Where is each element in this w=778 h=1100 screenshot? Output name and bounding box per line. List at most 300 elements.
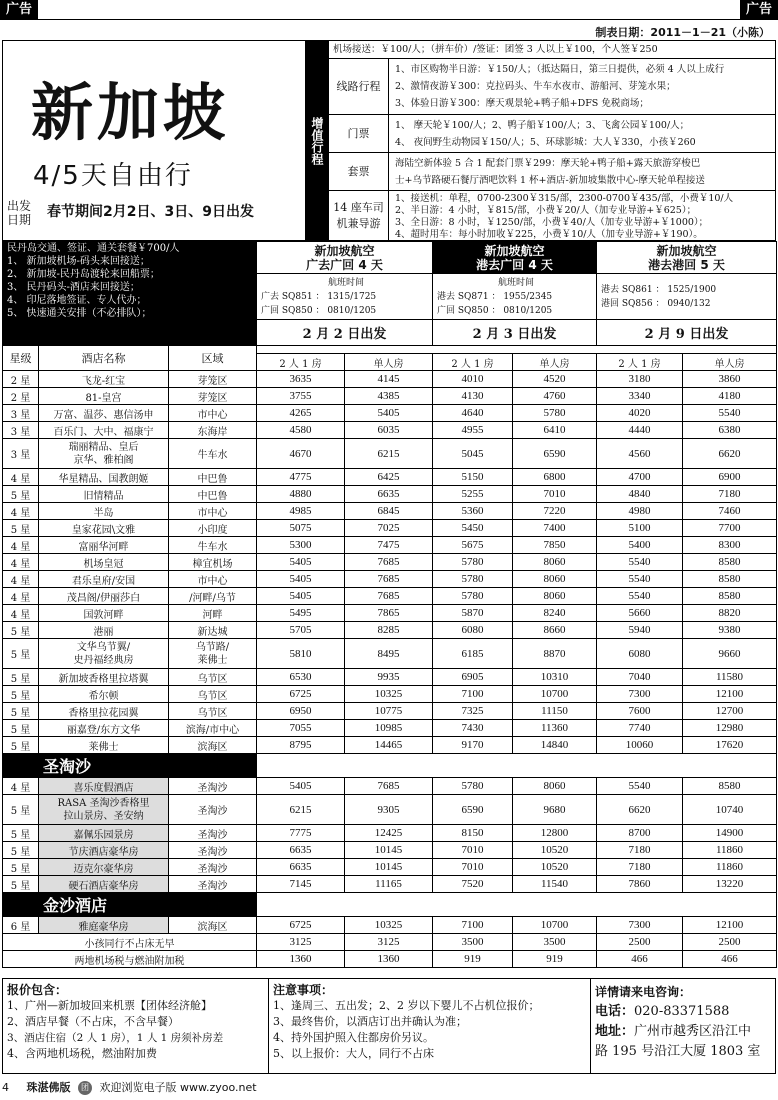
price-single: 8580 — [683, 588, 777, 605]
price-double: 6725 — [257, 917, 345, 934]
table-row — [3, 605, 777, 622]
price-single: 6035 — [345, 422, 433, 439]
phone-line — [595, 1002, 771, 1022]
price-double: 6080 — [597, 639, 683, 669]
extra-price: 3500 — [433, 934, 513, 951]
extra-price: 919 — [513, 951, 597, 968]
price-double: 7300 — [597, 917, 683, 934]
flight-route: 港去港回 5 天 — [648, 257, 725, 272]
price-single: 8300 — [683, 537, 777, 554]
price-single: 12800 — [513, 825, 597, 842]
package-line: 3、 民丹码头-酒店来回接送； — [7, 282, 140, 293]
star-rating: 4 星 — [3, 469, 39, 486]
star-rating: 6 星 — [3, 917, 39, 934]
star-rating: 5 星 — [3, 703, 39, 720]
price-single: 11540 — [513, 876, 597, 893]
table-date: 制表日期：2011－1－21（小陈） — [595, 26, 770, 39]
flight-time-line: 航班时间 — [498, 277, 535, 288]
price-single: 6800 — [513, 469, 597, 486]
price-double: 7010 — [433, 859, 513, 876]
hotel-name: 半岛 — [39, 503, 169, 520]
extra-price: 466 — [683, 951, 777, 968]
price-single: 8820 — [683, 605, 777, 622]
price-single: 7220 — [513, 503, 597, 520]
extra-price: 3125 — [257, 934, 345, 951]
hotel-name: 富丽华河畔 — [39, 537, 169, 554]
price-single: 10520 — [513, 842, 597, 859]
header-spacer — [257, 346, 777, 354]
price-single: 8660 — [513, 622, 597, 639]
page-number: 4 — [2, 1081, 9, 1094]
bus-line: 4、超时用车：每小时加收￥225，小费￥10/人（加专业导游+￥190）。 — [395, 229, 703, 240]
area: 牛车水 — [169, 439, 257, 469]
price-single: 11580 — [683, 669, 777, 686]
star-rating: 4 星 — [3, 554, 39, 571]
bintan-package — [3, 242, 257, 346]
table-row — [3, 825, 777, 842]
price-include-line: 2、酒店早餐（不占床，不含早餐） — [7, 1015, 179, 1028]
flight-time-line: 广回 SQ850 ： 0810/1205 — [437, 305, 553, 316]
price-double: 6950 — [257, 703, 345, 720]
price-double: 4020 — [597, 405, 683, 422]
price-single: 6410 — [513, 422, 597, 439]
table-row — [3, 537, 777, 554]
price-double: 5405 — [257, 554, 345, 571]
bus-text — [395, 193, 771, 241]
price-double: 5100 — [597, 520, 683, 537]
service-package — [329, 153, 775, 191]
star-rating: 5 星 — [3, 520, 39, 537]
price-includes-title: 报价包含： — [7, 983, 68, 997]
hotel-name: 百乐门、大中、福康宁 — [39, 422, 169, 439]
price-double: 5780 — [433, 778, 513, 795]
price-single: 6900 — [683, 469, 777, 486]
price-double: 7430 — [433, 720, 513, 737]
sentosa-header-row — [3, 754, 777, 778]
area — [169, 639, 257, 669]
flight-route: 港去广回 4 天 — [476, 257, 553, 272]
hotel-name-line: RASA 圣淘沙香格里 — [57, 797, 150, 809]
price-single: 17620 — [683, 737, 777, 754]
extra-price: 3125 — [345, 934, 433, 951]
flight-2-date: 2 月 3 日出发 — [433, 320, 597, 346]
price-double: 7520 — [433, 876, 513, 893]
star-rating: 4 星 — [3, 503, 39, 520]
hotel-name: 君乐皇府/安国 — [39, 571, 169, 588]
price-double: 7775 — [257, 825, 345, 842]
price-double: 7100 — [433, 686, 513, 703]
area: 东海岸 — [169, 422, 257, 439]
package-line: 海陆空新体验 5 合 1 配套门票￥299：摩天轮+鸭子船+露天旅游穿梭巴 — [395, 158, 701, 169]
jinsha-header-row — [3, 893, 777, 917]
note-line: 3、最终售价，以酒店订出并确认为准； — [273, 1015, 467, 1028]
service-bus — [329, 191, 775, 240]
hotel-name-line: 文华乌节翼/ — [76, 641, 131, 653]
package-line: 士+乌节路硬石餐厅酒吧饮料 1 杯+酒店-新加坡集散中心-摩天轮单程接送 — [395, 175, 705, 186]
top-ad-bar — [0, 0, 778, 20]
price-single: 10700 — [513, 917, 597, 934]
package-line: 4、 印尼落地签证、专人代办； — [7, 295, 147, 306]
hotel-name — [39, 439, 169, 469]
extra-row — [3, 951, 777, 968]
ticket-line: 4、 夜间野生动物园￥150/人；5、环球影城：大人￥330，小孩￥260 — [395, 137, 696, 148]
price-double: 6635 — [257, 859, 345, 876]
package-line: 民丹岛交通、签证、通关套餐￥700/人 — [7, 243, 180, 254]
service-airport — [329, 41, 775, 59]
price-double: 5870 — [433, 605, 513, 622]
extra-price: 466 — [597, 951, 683, 968]
hotel-name: 迈克尔豪华房 — [39, 859, 169, 876]
price-double: 7180 — [597, 859, 683, 876]
price-single: 12100 — [683, 686, 777, 703]
price-single: 10310 — [513, 669, 597, 686]
area: 滨海区 — [169, 917, 257, 934]
price-double: 6620 — [597, 795, 683, 825]
area: 圣淘沙 — [169, 778, 257, 795]
area: 圣淘沙 — [169, 842, 257, 859]
area: 牛车水 — [169, 537, 257, 554]
airport-text: 机场接送：￥100/人；（拼车价）/签证：团签 3 人以上￥100，个人签￥250 — [333, 44, 658, 55]
jinsha-title: 金沙酒店 — [3, 893, 257, 917]
area: 新达城 — [169, 622, 257, 639]
price-double: 4775 — [257, 469, 345, 486]
price-double: 5780 — [433, 588, 513, 605]
address-label: 地址： — [595, 1024, 635, 1039]
flight-time-line: 广回 SQ850 ： 0810/1205 — [261, 305, 377, 316]
note-line: 5、以上报价：大人，同行不占床 — [273, 1047, 434, 1060]
service-route — [329, 59, 775, 115]
price-single: 12700 — [683, 703, 777, 720]
extra-price: 919 — [433, 951, 513, 968]
hotel-name: 丽嘉登/东方文华 — [39, 720, 169, 737]
flight-title: 新加坡航空 — [656, 243, 717, 258]
page-subtitle: 4/5天自由行 — [33, 161, 193, 191]
extra-price: 2500 — [683, 934, 777, 951]
star-rating: 2 星 — [3, 371, 39, 388]
price-double: 4440 — [597, 422, 683, 439]
flight-time-line: 港去 SQ861 ： 1525/1900 — [601, 284, 717, 295]
price-single: 10520 — [513, 859, 597, 876]
price-single: 8240 — [513, 605, 597, 622]
price-double: 6185 — [433, 639, 513, 669]
star-rating: 3 星 — [3, 422, 39, 439]
price-single: 8495 — [345, 639, 433, 669]
star-rating: 5 星 — [3, 859, 39, 876]
sentosa-title: 圣淘沙 — [3, 754, 257, 778]
price-double: 5450 — [433, 520, 513, 537]
price-single: 7685 — [345, 554, 433, 571]
footer — [2, 1078, 776, 1098]
hotel-name: 港丽 — [39, 622, 169, 639]
hotel-name: 节庆酒店豪华房 — [39, 842, 169, 859]
phone-label: 电话： — [595, 1004, 635, 1019]
bus-label: 14 座车司机兼导游 — [329, 191, 389, 240]
hotel-name: 莱佛士 — [39, 737, 169, 754]
price-single: 8060 — [513, 554, 597, 571]
header-block — [2, 40, 776, 241]
price-single: 11860 — [683, 859, 777, 876]
vertical-label: 增值行程 — [305, 41, 329, 240]
ad-tag-right: 广告 — [740, 0, 778, 20]
price-single: 7700 — [683, 520, 777, 537]
flight-3-title — [597, 242, 777, 274]
star-rating: 5 星 — [3, 825, 39, 842]
price-single: 10325 — [345, 686, 433, 703]
table-row — [3, 703, 777, 720]
hotel-name: 万富、温莎、惠信汤申 — [39, 405, 169, 422]
price-single: 8870 — [513, 639, 597, 669]
table-row — [3, 795, 777, 825]
price-single: 10325 — [345, 917, 433, 934]
price-double: 5675 — [433, 537, 513, 554]
price-single: 7025 — [345, 520, 433, 537]
area: 滨海/市中心 — [169, 720, 257, 737]
price-double: 6215 — [257, 795, 345, 825]
star-rating: 4 星 — [3, 605, 39, 622]
col-double: 2 人 1 房 — [597, 354, 683, 371]
star-rating: 5 星 — [3, 622, 39, 639]
price-double: 6635 — [257, 842, 345, 859]
price-single: 6635 — [345, 486, 433, 503]
table-row — [3, 588, 777, 605]
price-double: 5540 — [597, 588, 683, 605]
price-double: 6590 — [433, 795, 513, 825]
star-rating: 5 星 — [3, 686, 39, 703]
area: 圣淘沙 — [169, 825, 257, 842]
price-double: 4130 — [433, 388, 513, 405]
price-double: 7100 — [433, 917, 513, 934]
price-single: 9660 — [683, 639, 777, 669]
extra-row — [3, 934, 777, 951]
price-single: 14840 — [513, 737, 597, 754]
hotel-name: 嘉佩乐园景房 — [39, 825, 169, 842]
price-single: 8060 — [513, 571, 597, 588]
price-single: 7685 — [345, 778, 433, 795]
price-double: 8150 — [433, 825, 513, 842]
hotel-name: 机场皇冠 — [39, 554, 169, 571]
table-row — [3, 737, 777, 754]
area: 圣淘沙 — [169, 795, 257, 825]
price-double: 4955 — [433, 422, 513, 439]
note-line: 1、逢周三、五出发；2、2 岁以下婴儿不占机位报价； — [273, 999, 540, 1012]
price-double: 7040 — [597, 669, 683, 686]
address-text: 广州市越秀区沿江中 — [634, 1024, 752, 1039]
hotel-name: 新加坡香格里拉塔翼 — [39, 669, 169, 686]
price-double: 9170 — [433, 737, 513, 754]
price-double: 4980 — [597, 503, 683, 520]
price-double: 10060 — [597, 737, 683, 754]
price-single: 8060 — [513, 588, 597, 605]
price-double: 5400 — [597, 537, 683, 554]
col-hotel: 酒店名称 — [39, 346, 169, 371]
ad-tag-left: 广告 — [0, 0, 38, 20]
address-text-2: 路 195 号沿江大厦 1803 室 — [595, 1044, 761, 1059]
area: 芽笼区 — [169, 371, 257, 388]
table-row — [3, 686, 777, 703]
star-rating: 5 星 — [3, 795, 39, 825]
table-row — [3, 720, 777, 737]
price-double: 5780 — [433, 571, 513, 588]
price-double: 5540 — [597, 571, 683, 588]
price-single: 7685 — [345, 588, 433, 605]
star-rating: 3 星 — [3, 405, 39, 422]
flight-3-times — [597, 274, 777, 320]
hotel-name — [39, 639, 169, 669]
star-rating: 5 星 — [3, 842, 39, 859]
star-rating: 4 星 — [3, 778, 39, 795]
hotel-name-line: 瑞丽精品、皇后 — [68, 441, 139, 453]
hotel-name-line: 史丹福经典房 — [73, 654, 134, 666]
price-double: 7300 — [597, 686, 683, 703]
price-double: 4670 — [257, 439, 345, 469]
flight-1-title — [257, 242, 433, 274]
price-double: 5360 — [433, 503, 513, 520]
price-include-line: 4、含两地机场税，燃油附加费 — [7, 1047, 157, 1060]
area: /河畔/乌节 — [169, 588, 257, 605]
note-line: 4、持外国护照入住都房价另议。 — [273, 1031, 434, 1044]
price-single: 6620 — [683, 439, 777, 469]
price-single: 4385 — [345, 388, 433, 405]
price-single: 7865 — [345, 605, 433, 622]
price-single: 11860 — [683, 842, 777, 859]
price-single: 14900 — [683, 825, 777, 842]
price-table — [2, 241, 777, 968]
service-ticket — [329, 115, 775, 153]
flight-1-times — [257, 274, 433, 320]
price-single: 9380 — [683, 622, 777, 639]
price-double: 4560 — [597, 439, 683, 469]
price-double: 5150 — [433, 469, 513, 486]
star-rating: 5 星 — [3, 720, 39, 737]
table-row — [3, 405, 777, 422]
price-double: 3340 — [597, 388, 683, 405]
star-rating: 5 星 — [3, 737, 39, 754]
phone-number: 020-83371588 — [634, 1004, 730, 1019]
hotel-name: 81-皇宫 — [39, 388, 169, 405]
price-single: 7460 — [683, 503, 777, 520]
price-single: 9680 — [513, 795, 597, 825]
hotel-name: 国敦河畔 — [39, 605, 169, 622]
flight-time-line: 港回 SQ856 ： 0940/132 — [601, 298, 711, 309]
extra-price: 3500 — [513, 934, 597, 951]
price-double: 5405 — [257, 588, 345, 605]
price-double: 5405 — [257, 778, 345, 795]
flight-2-title — [433, 242, 597, 274]
price-single: 10145 — [345, 859, 433, 876]
bottom-info — [2, 978, 776, 1074]
price-double: 4580 — [257, 422, 345, 439]
ticket-label: 门票 — [329, 115, 389, 152]
price-double: 7055 — [257, 720, 345, 737]
hotel-name: 皇家花园\文雅 — [39, 520, 169, 537]
table-row — [3, 669, 777, 686]
sentosa-header-spacer — [257, 754, 777, 778]
table-row — [3, 371, 777, 388]
price-single: 12425 — [345, 825, 433, 842]
star-rating: 5 星 — [3, 876, 39, 893]
table-row — [3, 571, 777, 588]
table-row — [3, 439, 777, 469]
notes-title: 注意事项： — [273, 983, 334, 997]
price-double: 3180 — [597, 371, 683, 388]
price-double: 4840 — [597, 486, 683, 503]
footer-brand: 珠湛佛版 — [26, 1081, 71, 1094]
notes — [269, 979, 591, 1073]
price-single: 4145 — [345, 371, 433, 388]
price-double: 3635 — [257, 371, 345, 388]
price-single: 5405 — [345, 405, 433, 422]
extra-price: 2500 — [597, 934, 683, 951]
col-single: 单人房 — [683, 354, 777, 371]
brand-icon: 团 — [78, 1081, 92, 1095]
package-line: 1、 新加坡机场-码头来回接送； — [7, 256, 150, 267]
area: 河畔 — [169, 605, 257, 622]
depart-label: 出发日期 — [7, 199, 32, 227]
price-double: 5075 — [257, 520, 345, 537]
flight-3-date: 2 月 9 日出发 — [597, 320, 777, 346]
package-text — [395, 155, 771, 189]
price-single: 7180 — [683, 486, 777, 503]
price-double: 7600 — [597, 703, 683, 720]
hotel-name: 香格里拉花园翼 — [39, 703, 169, 720]
hotel-name: 旧情精品 — [39, 486, 169, 503]
price-include-line: 1、广州—新加坡回来机票【团体经济舱】 — [7, 999, 212, 1012]
price-double: 4640 — [433, 405, 513, 422]
price-single: 6845 — [345, 503, 433, 520]
contact — [591, 979, 775, 1073]
area: 芽笼区 — [169, 388, 257, 405]
area: 滨海区 — [169, 737, 257, 754]
price-double: 4700 — [597, 469, 683, 486]
hotel-name: 华星精品、国教朗姬 — [39, 469, 169, 486]
star-rating: 4 星 — [3, 537, 39, 554]
price-single: 8285 — [345, 622, 433, 639]
hotel-name: 茂昌阁/伊丽莎白 — [39, 588, 169, 605]
price-include-line: 3、酒店住宿（2 人 1 房），1 人 1 房须补房差 — [7, 1032, 224, 1044]
area: 乌节区 — [169, 703, 257, 720]
table-row — [3, 520, 777, 537]
area: 中巴鲁 — [169, 469, 257, 486]
price-double: 5660 — [597, 605, 683, 622]
price-double: 6530 — [257, 669, 345, 686]
table-row — [3, 503, 777, 520]
price-double: 6725 — [257, 686, 345, 703]
price-single: 7475 — [345, 537, 433, 554]
table-row — [3, 622, 777, 639]
table-row — [3, 639, 777, 669]
price-single: 11360 — [513, 720, 597, 737]
bus-line: 1、接送机：单程，0700-2300￥315/部，2300-0700￥435/部，小费￥10/人 — [395, 193, 734, 204]
flight-1-date: 2 月 2 日出发 — [257, 320, 433, 346]
price-single: 5540 — [683, 405, 777, 422]
table-row — [3, 842, 777, 859]
price-single: 9305 — [345, 795, 433, 825]
table-row — [3, 917, 777, 934]
price-double: 6080 — [433, 622, 513, 639]
price-single: 4520 — [513, 371, 597, 388]
price-double: 7180 — [597, 842, 683, 859]
price-double: 5405 — [257, 571, 345, 588]
hotel-name-line: 京华、雅柏阁 — [73, 454, 134, 466]
table-row — [3, 859, 777, 876]
table-row — [3, 554, 777, 571]
table-row — [3, 876, 777, 893]
hotel-name: 雅庭豪华房 — [39, 917, 169, 934]
bus-line: 2、半日游：4 小时，￥815/部，小费￥20/人（加专业导游+￥625）； — [395, 205, 697, 216]
route-line: 2、激情夜游￥300：克拉码头、牛车水夜市、游船河、芽笼水果； — [395, 81, 676, 92]
extra-label: 小孩同行不占床无早 — [3, 934, 257, 951]
price-single: 6380 — [683, 422, 777, 439]
